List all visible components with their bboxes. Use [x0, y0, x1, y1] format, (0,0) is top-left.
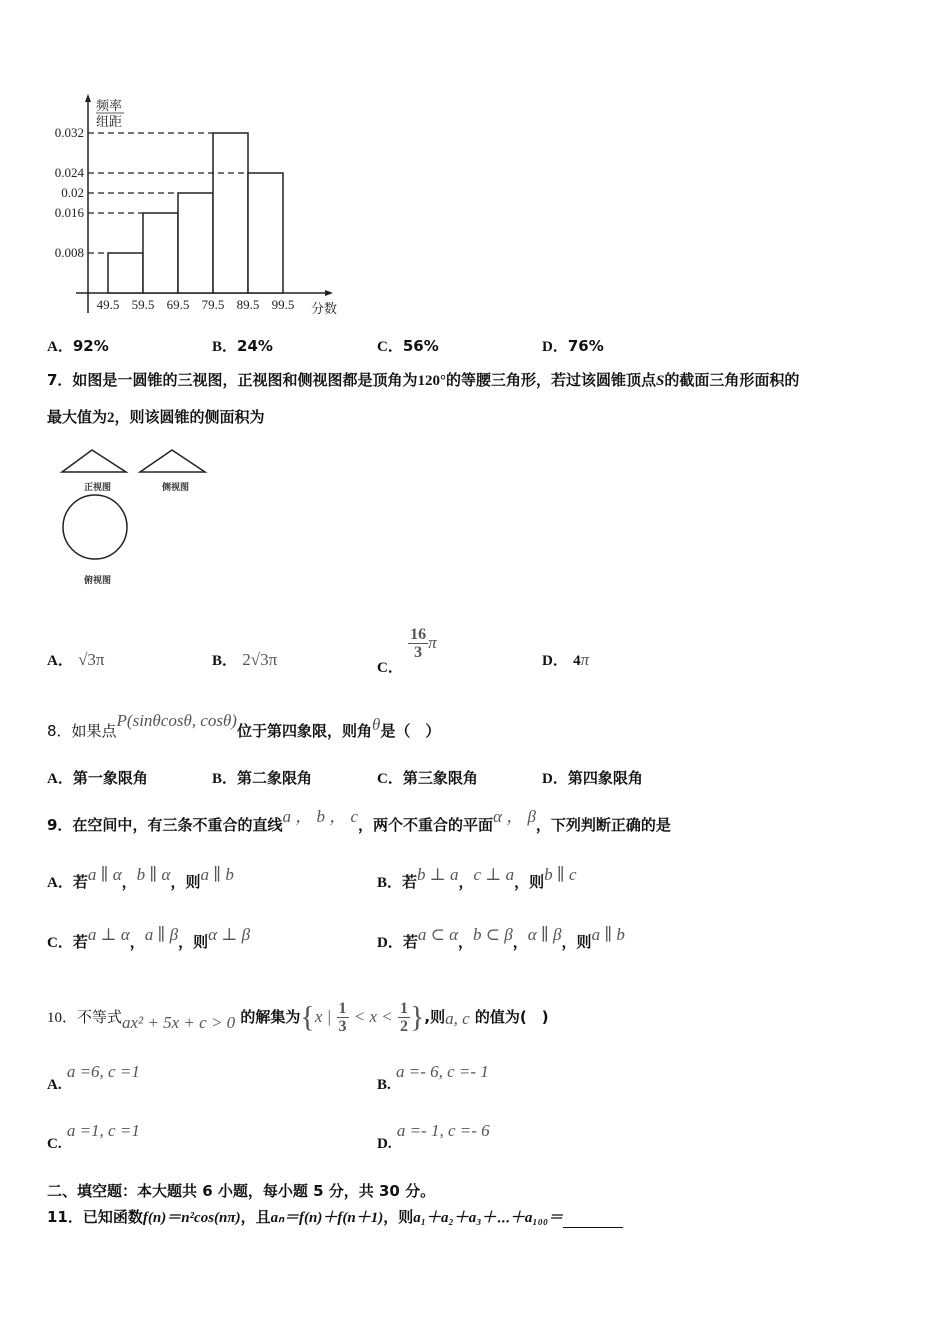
text: 则 — [529, 873, 545, 891]
math: θ — [371, 715, 381, 734]
x-tick-label: 79.5 — [201, 297, 225, 312]
option-label: A． — [47, 653, 73, 669]
fraction — [398, 1000, 410, 1035]
option-label: C． — [377, 339, 403, 355]
x-tick-label: 99.5 — [271, 297, 295, 312]
x-tick-label: 69.5 — [166, 297, 190, 312]
text: 则 — [576, 933, 592, 951]
text: 若 — [72, 873, 88, 891]
q7-stem-line1 — [47, 370, 799, 391]
option-text: 第二象限角 — [237, 769, 313, 787]
q8-option-a[interactable] — [47, 768, 148, 789]
math: f(n)＝n²cos(nπ) — [142, 1210, 241, 1226]
text: ，两个不重合的平面 — [358, 816, 494, 834]
option-label: D． — [542, 771, 568, 787]
math: < x < — [353, 1007, 393, 1026]
math: b ⊂ β — [473, 925, 513, 944]
q10-option-d[interactable] — [377, 1121, 490, 1154]
q7-stem-line2 — [47, 407, 265, 428]
option-label: D． — [542, 339, 568, 355]
math: c ⊥ a — [473, 865, 515, 884]
q8-option-d[interactable] — [542, 768, 643, 789]
option-text: 92% — [72, 337, 109, 355]
q10-option-c[interactable] — [47, 1121, 140, 1154]
top-view-circle — [63, 495, 127, 559]
option-math: a =- 1, c =- 6 — [396, 1121, 490, 1140]
q10-option-b[interactable] — [377, 1062, 489, 1095]
text: 9．在空间中，有三条不重合的直线 — [47, 816, 283, 834]
histogram-bar — [213, 133, 248, 293]
text: 的等腰三角形，若过该圆锥顶点 — [445, 371, 656, 389]
q6-option-c[interactable] — [377, 336, 439, 357]
histogram-bar — [143, 213, 178, 293]
math: a, c — [445, 1009, 470, 1028]
option-math: π — [428, 633, 437, 652]
math: a ∥ b — [200, 865, 234, 884]
option-math: a =- 6, c =- 1 — [396, 1062, 489, 1081]
option-math: √3π — [78, 650, 105, 669]
math: b ∥ c — [544, 865, 577, 884]
q9-option-a[interactable]: A．若a ∥ α，b ∥ α，则a ∥ b — [47, 865, 234, 891]
math: α ∥ β — [527, 925, 562, 944]
option-label: D． — [542, 653, 568, 669]
y-tick-label: 0.024 — [54, 165, 84, 180]
option-label: B. — [377, 1077, 391, 1093]
q7-option-d[interactable] — [542, 650, 589, 671]
math: a₁＋a₂＋a₃＋⋯＋a₁₀₀＝ — [413, 1210, 564, 1226]
option-label: D. — [377, 1136, 392, 1152]
option-label: A. — [47, 1077, 62, 1093]
text: 10．不等式 — [47, 1010, 123, 1026]
text: 的截面三角形面积的 — [664, 371, 800, 389]
text: ,则 — [424, 1008, 446, 1026]
option-text: 76% — [567, 337, 604, 355]
option-label: C． — [377, 771, 403, 787]
y-tick-label: 0.02 — [61, 185, 84, 200]
text: 2 — [107, 410, 115, 426]
text: 若 — [72, 933, 88, 951]
option-text: 56% — [402, 337, 439, 355]
option-math: a =6, c =1 — [66, 1062, 140, 1081]
option-math: 4 — [573, 653, 581, 669]
text: 120° — [417, 373, 446, 389]
math: x | — [314, 1007, 332, 1026]
numerator: 16 — [410, 626, 427, 643]
q6-option-a[interactable] — [47, 336, 109, 357]
math: b ∥ α — [136, 865, 171, 884]
math: α ⊥ β — [208, 925, 251, 944]
q9-option-c[interactable]: C．若a ⊥ α，a ∥ β，则α ⊥ β — [47, 925, 251, 951]
math: a ∥ α — [87, 865, 122, 884]
q7-option-b[interactable] — [212, 650, 277, 671]
histogram-bar — [248, 173, 283, 293]
q8-option-c[interactable] — [377, 768, 478, 789]
option-math: π — [580, 650, 590, 669]
math: aₙ＝f(n)＋f(n＋1) — [270, 1210, 384, 1226]
option-text: 第三象限角 — [402, 769, 478, 787]
text: 位于第四象限，则角 — [236, 722, 372, 740]
math: ax² + 5x + c > 0 — [122, 1013, 236, 1032]
side-view-label: 侧视图 — [162, 483, 190, 493]
three-view-figure — [55, 440, 215, 590]
math: b ⊥ a — [417, 865, 459, 884]
option-label: D． — [377, 935, 403, 951]
text: 是（ ） — [380, 722, 441, 740]
text: ，且 — [240, 1208, 271, 1226]
option-label: B． — [377, 875, 403, 891]
histogram-bar — [108, 253, 143, 293]
option-label: A． — [47, 875, 73, 891]
histogram-bar — [178, 193, 213, 293]
math: P(sinθcosθ, cosθ) — [116, 711, 237, 730]
y-axis-label-bottom: 组距 — [96, 114, 123, 129]
option-text: 第四象限角 — [567, 769, 643, 787]
denominator: 2 — [400, 1018, 408, 1035]
option-label: C． — [377, 660, 403, 676]
q8-option-b[interactable] — [212, 768, 312, 789]
text: ，下列判断正确的是 — [535, 816, 671, 834]
section-heading: 二、填空题：本大题共 6 小题，每小题 5 分，共 30 分。 — [47, 1182, 436, 1200]
math: a ， b ， c — [282, 807, 358, 826]
y-axis-arrow — [85, 94, 91, 102]
fraction — [337, 1000, 349, 1035]
text: 11．已知函数 — [47, 1208, 143, 1226]
x-axis-arrow — [325, 290, 333, 296]
side-view-triangle — [140, 450, 205, 472]
text: ，则 — [383, 1208, 414, 1226]
text: 的值为( ) — [474, 1008, 549, 1026]
option-text: 24% — [237, 337, 273, 355]
text: ，则该圆锥的侧面积为 — [114, 408, 265, 426]
q9-option-d[interactable]: D．若a ⊂ α，b ⊂ β，α ∥ β，则a ∥ b — [377, 925, 625, 951]
text: S — [655, 373, 665, 389]
math: a ∥ β — [144, 925, 179, 944]
option-label: B． — [212, 339, 238, 355]
y-axis-label-top: 频率 — [96, 98, 123, 113]
q8-stem — [47, 711, 441, 741]
math: a ⊂ α — [417, 925, 459, 944]
option-math: a =1, c =1 — [66, 1121, 140, 1140]
q11-stem — [47, 1207, 623, 1228]
text: 则 — [193, 933, 209, 951]
front-view-triangle — [62, 450, 126, 472]
text: 若 — [402, 873, 418, 891]
front-view-label: 正视图 — [84, 483, 112, 493]
q10-stem: 10．不等式ax² + 5x + c > 0 的解集为{x | $\frac{1}{3}$ < x < $\frac{1}{2}$ },则a, c 的值为( ) — [47, 1000, 549, 1035]
option-label: B． — [212, 653, 238, 669]
fraction — [408, 626, 428, 661]
q9-option-b[interactable]: B．若b ⊥ a，c ⊥ a，则b ∥ c — [377, 865, 577, 891]
option-label: C. — [47, 1136, 62, 1152]
denominator: 3 — [338, 1018, 347, 1035]
frequency-histogram — [40, 90, 340, 330]
math: a ∥ b — [591, 925, 625, 944]
q7-option-c[interactable] — [377, 626, 437, 676]
top-view-label: 俯视图 — [84, 576, 112, 586]
denominator: 3 — [414, 644, 423, 661]
numerator: 1 — [338, 1000, 347, 1017]
math: α ， β — [493, 807, 536, 826]
option-label: A． — [47, 339, 73, 355]
text: 则 — [185, 873, 201, 891]
option-label: B． — [212, 771, 238, 787]
q10-option-a[interactable] — [47, 1062, 140, 1095]
x-tick-label: 49.5 — [96, 297, 120, 312]
text: 最大值为 — [47, 408, 108, 426]
option-label: C． — [47, 935, 73, 951]
y-tick-label: 0.032 — [54, 125, 84, 140]
option-label: A． — [47, 771, 73, 787]
text: 若 — [402, 933, 418, 951]
option-text: 第一象限角 — [72, 769, 148, 787]
text: 8．如果点 — [47, 722, 117, 740]
numerator: 1 — [400, 1000, 408, 1017]
text: 的解集为 — [240, 1008, 301, 1026]
y-tick-label: 0.016 — [54, 205, 84, 220]
x-axis-label: 分数 — [311, 301, 338, 316]
q6-option-b[interactable] — [212, 336, 273, 357]
math: a ⊥ α — [87, 925, 130, 944]
option-math: 2√3π — [242, 650, 278, 669]
y-tick-label: 0.008 — [54, 245, 84, 260]
q6-option-d[interactable] — [542, 336, 604, 357]
answer-blank[interactable] — [563, 1211, 623, 1228]
x-tick-label: 89.5 — [236, 297, 260, 312]
x-tick-label: 59.5 — [131, 297, 155, 312]
q9-stem — [47, 807, 671, 835]
q7-option-a[interactable] — [47, 650, 105, 671]
text: 7．如图是一圆锥的三视图，正视图和侧视图都是顶角为 — [47, 371, 418, 389]
